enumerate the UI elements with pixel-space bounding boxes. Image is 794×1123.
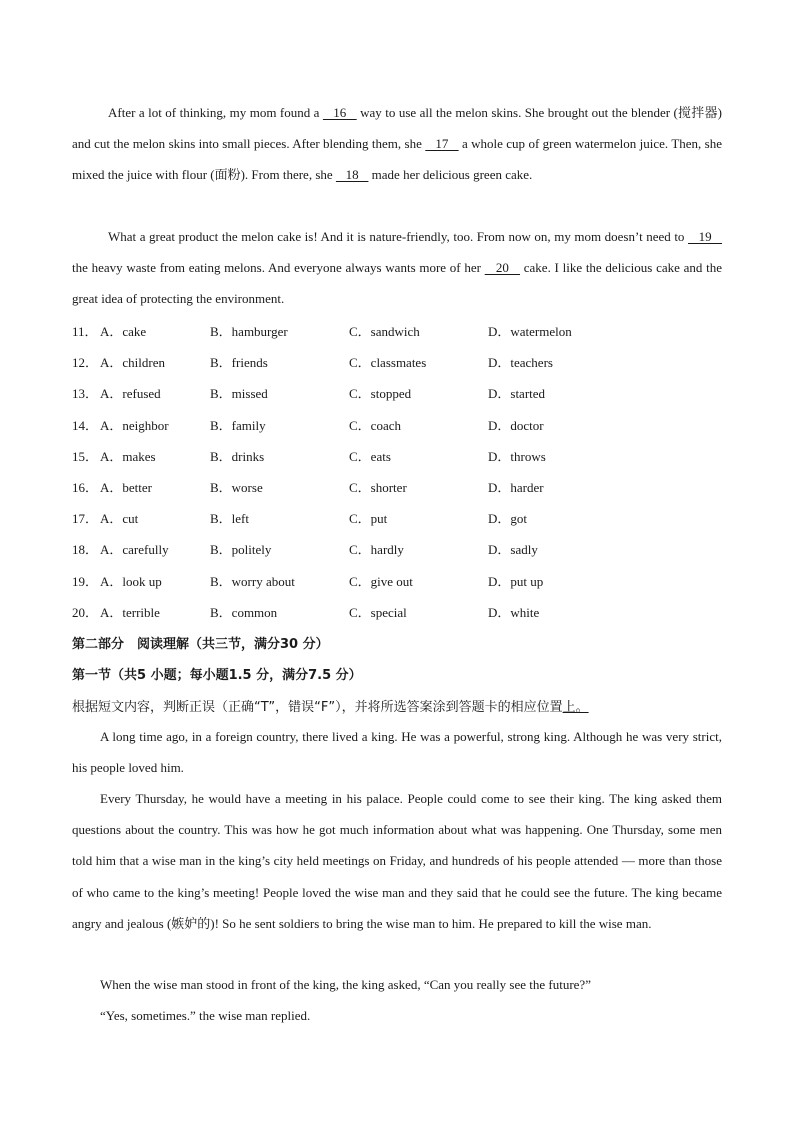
instruction-text <box>72 696 589 715</box>
question-row <box>72 472 722 503</box>
question-number: 18． <box>72 542 99 558</box>
question-row <box>72 503 722 534</box>
story-paragraph-2 <box>72 783 722 939</box>
option-d: D．teachers <box>488 355 553 371</box>
question-number: 12． <box>72 355 99 371</box>
cloze-text: After a lot of thinking, my mom found a <box>108 105 323 120</box>
cloze-text: cake. I like the delicious cake and the great idea of protecting the environment. <box>72 260 722 307</box>
cloze-text: What a great product the melon cake is! And it is nature-friendly, too. From now on, my mom doesn’t need to <box>108 229 688 244</box>
question-number: 14． <box>72 417 99 433</box>
question-row <box>72 566 722 597</box>
option-b: B．left <box>210 511 249 527</box>
option-a: A．cut <box>100 511 139 527</box>
option-b: B．worry about <box>210 573 295 589</box>
question-row <box>72 347 722 378</box>
option-b: B．friends <box>210 355 268 371</box>
option-d: D．watermelon <box>488 324 572 339</box>
blank-19: 19 <box>688 229 723 244</box>
option-d: D．put up <box>488 573 544 589</box>
question-row <box>72 410 722 441</box>
cloze-text: way to use all the melon skins. She brought out the blender (搅拌器) and cut the melon skins into small pieces. After blending them, she <box>72 105 722 152</box>
option-a: A．refused <box>100 386 161 402</box>
question-number: 11． <box>72 324 98 339</box>
option-b: B．worse <box>210 479 263 495</box>
question-options <box>72 316 722 628</box>
cloze-paragraph-2 <box>72 221 722 315</box>
question-row <box>72 441 722 472</box>
option-c: C．give out <box>349 573 413 589</box>
story-text: Every Thursday, he would have a meeting in his palace. People could come to see their king. The king asked them questions about the country. This was how he got much information about what was happening. One Thursday, some men told him that a wise man in the king’s city held meetings on Friday, and hundreds of his people attended — more than those of who came to the king’s meeting! People loved the wise man and they said that he could see the future. The king became angry and jealous (嫉妒的)! So he sent soldiers to bring the wise man to him. He prepared to kill the wise man. <box>72 791 722 931</box>
option-c: C．put <box>349 511 388 527</box>
blank-17: 17 <box>425 136 459 152</box>
option-d: D．sadly <box>488 542 538 558</box>
option-c: C．special <box>349 604 407 620</box>
option-c: C．eats <box>349 448 391 464</box>
story-text: “Yes, sometimes.” the wise man replied. <box>100 1008 311 1023</box>
option-b: B．family <box>210 417 266 433</box>
question-number: 15． <box>72 448 99 464</box>
option-a: A．terrible <box>100 604 160 620</box>
option-b: B．drinks <box>210 448 265 464</box>
blank-18: 18 <box>335 167 369 183</box>
option-c: C．stopped <box>349 386 412 402</box>
option-c: C．sandwich <box>349 324 420 339</box>
question-number: 13． <box>72 386 99 402</box>
cloze-text: made her delicious green cake. <box>368 167 533 183</box>
option-d: D．white <box>488 604 540 620</box>
option-b: B．hamburger <box>210 324 288 339</box>
option-a: A．cake <box>100 324 147 339</box>
question-number: 16． <box>72 479 99 495</box>
option-a: A．children <box>100 355 165 371</box>
question-row <box>72 534 722 565</box>
cloze-text: the heavy waste from eating melons. And everyone always wants more of her <box>72 260 485 276</box>
option-d: D．started <box>488 386 546 402</box>
option-d: D．doctor <box>488 417 544 433</box>
instruction-main: 根据短文内容，判断正误（正确“T”，错误“F”），并将所选答案涂到答题卡的相应位置 <box>72 700 563 715</box>
story-text: When the wise man stood in front of the king, the king asked, “Can you really see the future?” <box>100 977 591 992</box>
option-d: D．throws <box>488 448 546 464</box>
question-row <box>72 378 722 409</box>
question-number: 20． <box>72 604 99 620</box>
instruction-end: 上。 <box>562 700 589 715</box>
part2-heading: 第二部分 阅读理解（共三节，满分30 分） <box>72 637 329 652</box>
option-c: C．coach <box>349 417 401 433</box>
story-paragraph-1 <box>72 721 722 783</box>
question-row <box>72 597 722 628</box>
option-a: A．carefully <box>100 542 169 558</box>
option-a: A．look up <box>100 573 162 589</box>
option-c: C．classmates <box>349 355 427 371</box>
option-a: A．neighbor <box>100 417 169 433</box>
option-d: D．harder <box>488 479 544 495</box>
blank-20: 20 <box>484 260 521 276</box>
option-c: C．shorter <box>349 479 407 495</box>
option-a: A．makes <box>100 448 156 464</box>
story-text: A long time ago, in a foreign country, there lived a king. He was a powerful, strong king. Although he was very strict, his people loved him. <box>72 729 722 776</box>
question-number: 19． <box>72 573 99 589</box>
story-paragraph-3 <box>72 969 722 1000</box>
story-paragraph-4 <box>72 1000 722 1031</box>
option-b: B．common <box>210 604 278 620</box>
option-b: B．politely <box>210 542 272 558</box>
section1-heading: 第一节（共5 小题；每小题1.5 分，满分7.5 分） <box>72 668 362 683</box>
cloze-text: a whole cup of green watermelon juice. Then, she mixed the juice with flour (面粉). From there, she <box>72 136 722 183</box>
blank-16: 16 <box>322 105 357 120</box>
question-row <box>72 316 722 347</box>
question-number: 17． <box>72 511 99 527</box>
cloze-paragraph-1 <box>72 97 722 191</box>
option-b: B．missed <box>210 386 268 402</box>
option-d: D．got <box>488 511 528 527</box>
option-c: C．hardly <box>349 542 404 558</box>
option-a: A．better <box>100 479 152 495</box>
